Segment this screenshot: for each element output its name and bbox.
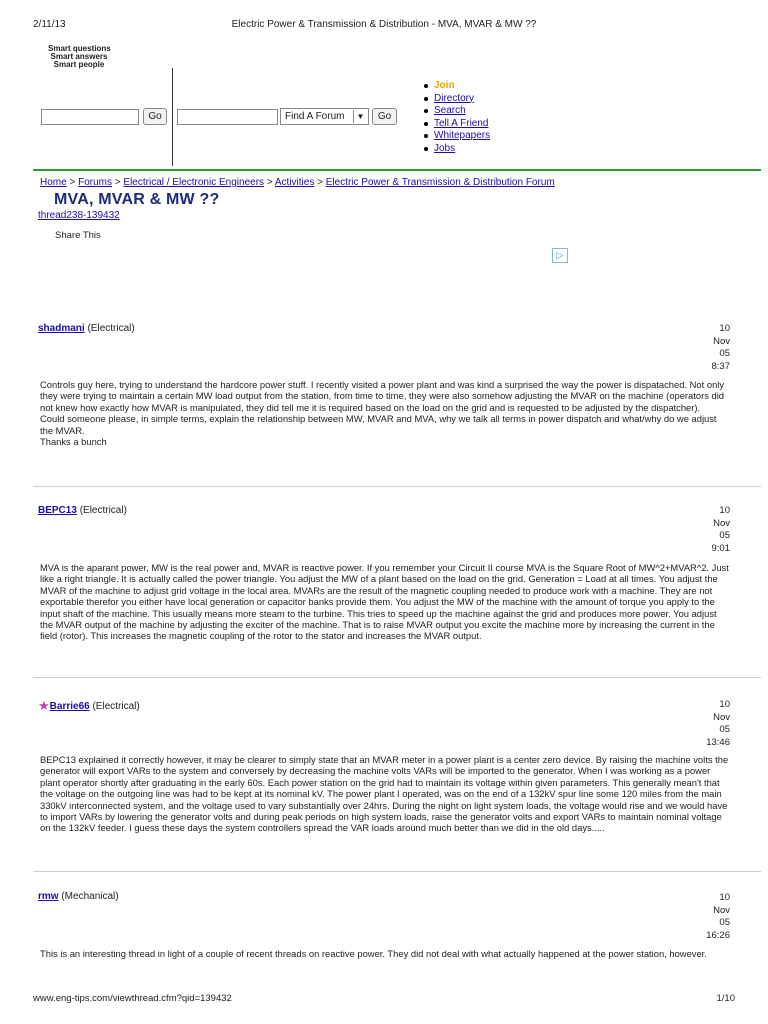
author-discipline: (Electrical) bbox=[87, 323, 135, 334]
post-date-time: 13:46 bbox=[706, 736, 730, 748]
post-separator bbox=[33, 871, 761, 872]
header-nav bbox=[424, 80, 490, 156]
breadcrumb bbox=[40, 177, 555, 188]
post-paragraph: Controls guy here, trying to understand the hardcore power stuff. I recently visited a power plant and was kind a surprised the way the power is dispatached. Not only they were trying to maintain a certain MW load output from the station, from time to time, they were also somehow adjusting the MVAR on the machine (operators did not knew how exactly how MVAR is manipulated, they did tell me it is required based on the load on the grid and is requested to be adjusted by the dispatcher). bbox=[40, 379, 725, 413]
post-date-month: Nov bbox=[713, 517, 730, 529]
post-date-month: Nov bbox=[713, 904, 730, 916]
breadcrumb-forums[interactable]: Forums bbox=[78, 177, 112, 188]
post-date bbox=[700, 892, 730, 942]
post-date-day: 10 bbox=[719, 699, 730, 710]
author-link[interactable]: Barrie66 bbox=[49, 701, 90, 712]
forum-select-value: Find A Forum bbox=[285, 111, 345, 122]
forum-select[interactable] bbox=[280, 108, 369, 125]
breadcrumb-activities[interactable]: Activities bbox=[274, 177, 315, 188]
tagline-line: Smart people bbox=[53, 60, 105, 69]
thread-title: MVA, MVAR & MW ?? bbox=[54, 191, 220, 208]
post-body bbox=[40, 562, 732, 642]
post-separator bbox=[33, 486, 761, 487]
nav-item-whitepapers[interactable] bbox=[424, 130, 490, 143]
author-link[interactable]: BEPC13 bbox=[38, 505, 77, 516]
nav-link[interactable]: Tell A Friend bbox=[434, 117, 489, 129]
post-date-day: 10 bbox=[719, 323, 730, 334]
print-footer-url: www.eng-tips.com/viewthread.cfm?qid=139432 bbox=[33, 993, 232, 1004]
post-paragraph: BEPC13 explained it correctly however, it may be clearer to simply state that an MVAR meter in a power plant is a center zero device. By raising the machine volts the generator will export VARs to the system and conversely by decreasing the machine volts VARs will be imported to the generator. When I was working as a power plant operator shortly after graduating in the early 60s. Each power station on the grid had to maintain its voltage within given parameters. This generally mean't that the voltage on the outgoing line was had to be kept at its nominal kV. The power plant I operated, was on the end of a 132kV spur line some 120 miles from the main 330kV interconnected system, and the voltage used to vary substantially over 24hrs. During the night on light system loads, the voltage would rise and we would have to import VARs by lowering the generator volts and during peak periods on high system loads, raise the generator volts and export VARs to maintain nominal voltage on the 132kV feeder. I guess these days the system controllers spread the VAR loads around much better than we did in the old days..... bbox=[40, 754, 729, 834]
post-date-day: 10 bbox=[719, 892, 730, 903]
print-page-title: Electric Power & Transmission & Distribution - MVA, MVAR & MW ?? bbox=[231, 19, 537, 30]
nav-item-tell-a-friend[interactable] bbox=[424, 118, 490, 131]
post-author bbox=[38, 698, 140, 714]
post-date-year: 05 bbox=[719, 917, 730, 928]
author-link[interactable]: shadmani bbox=[38, 323, 85, 334]
header-rule bbox=[33, 169, 761, 171]
post-date-day: 10 bbox=[719, 505, 730, 516]
thread-id-link[interactable]: thread238-139432 bbox=[38, 210, 120, 221]
nav-link[interactable]: Jobs bbox=[434, 142, 456, 154]
post-paragraph: Could someone please, in simple terms, explain the relationship between MW, MVAR and MVA, why we talk all terms in power dispatch and what/why do we adjust the MVAR. bbox=[40, 413, 717, 436]
post-author bbox=[38, 323, 135, 334]
post-date-month: Nov bbox=[713, 711, 730, 723]
forum-go-button[interactable]: Go bbox=[372, 108, 397, 125]
nav-item-jobs[interactable] bbox=[424, 143, 490, 156]
post-paragraph: Thanks a bunch bbox=[40, 436, 107, 448]
post-body bbox=[40, 754, 732, 834]
print-page-number: 1/10 bbox=[716, 993, 735, 1004]
post-date-year: 05 bbox=[719, 530, 730, 541]
post-date-month: Nov bbox=[713, 335, 730, 347]
nav-item-search[interactable] bbox=[424, 105, 490, 118]
chevron-down-icon: ▼ bbox=[353, 110, 367, 123]
nav-link[interactable]: Whitepapers bbox=[434, 130, 491, 142]
post-date-time: 16:26 bbox=[706, 929, 730, 941]
post-date-time: 9:01 bbox=[711, 542, 730, 554]
author-discipline: (Electrical) bbox=[92, 701, 140, 712]
breadcrumb-electrical[interactable]: Electrical / Electronic Engineers bbox=[123, 177, 265, 188]
post-date bbox=[700, 505, 730, 555]
breadcrumb-separator: > bbox=[266, 177, 273, 188]
star-icon: ★ bbox=[38, 698, 50, 713]
forum-search-input[interactable] bbox=[177, 109, 278, 125]
post-body bbox=[40, 379, 732, 447]
post-date bbox=[700, 699, 730, 749]
nav-item-directory[interactable] bbox=[424, 93, 490, 106]
post-date-time: 8:37 bbox=[711, 360, 730, 372]
site-search-input[interactable] bbox=[41, 109, 139, 125]
ad-choices-icon[interactable]: ▷ bbox=[552, 248, 568, 263]
post-author bbox=[38, 891, 119, 902]
nav-link[interactable]: Search bbox=[434, 105, 466, 117]
post-paragraph: This is an interesting thread in light of a couple of recent threads on reactive power. They did not deal with what actually happened at the power station, however. bbox=[40, 948, 707, 959]
tagline-line: Smart questions bbox=[48, 44, 111, 53]
post-date-year: 05 bbox=[719, 724, 730, 735]
post-body bbox=[40, 948, 732, 959]
breadcrumb-home[interactable]: Home bbox=[40, 177, 67, 188]
breadcrumb-separator: > bbox=[114, 177, 121, 188]
author-discipline: (Electrical) bbox=[79, 505, 127, 516]
print-date: 2/11/13 bbox=[33, 19, 66, 30]
post-date-year: 05 bbox=[719, 348, 730, 359]
site-tagline bbox=[48, 45, 110, 69]
breadcrumb-separator: > bbox=[317, 177, 323, 188]
nav-link[interactable]: Directory bbox=[434, 92, 475, 104]
nav-item-join[interactable] bbox=[424, 80, 490, 93]
author-link[interactable]: rmw bbox=[38, 891, 59, 902]
nav-link[interactable]: Join bbox=[434, 80, 455, 91]
post-paragraph: MVA is the aparant power, MW is the real power and, MVAR is reactive power. If you remember your Circuit II course MVA is the Square Root of MW^2+MVAR^2. Just like a right triangle. It is actually called the power triangle. You adjust the MW of a plant based on the load on the grid. Generation = Load at all times. You adjust the MVAR of the machine to adjust grid voltage in the local area. MVARs are the result of the magnetic coupling needed to produce work with a machine. They are not exportable therefor you either have local generation or capacitor banks provide them. You adjust the MW of the machine with the amount of torque you apply to the input shaft of the machine. This usually means more steam to the turbine. This tries to speed up the machine against the grid and produces more power. You adjust the MVAR output of the machine by adjusting the exciter of the machine. That is to raise MVAR output you excite the machine more by increasing the current in the field (rotor). This increases the magnetic coupling of the rotor to the stator and increases the MVAR output. bbox=[40, 562, 729, 642]
post-separator bbox=[33, 677, 761, 678]
header-divider bbox=[172, 68, 173, 166]
tagline-line: Smart answers bbox=[50, 52, 108, 61]
site-search-go-button[interactable]: Go bbox=[143, 108, 167, 125]
breadcrumb-separator: > bbox=[69, 177, 76, 188]
breadcrumb-forum[interactable]: Electric Power & Transmission & Distribution Forum bbox=[325, 177, 555, 188]
share-this-button[interactable]: Share This bbox=[55, 230, 101, 241]
author-discipline: (Mechanical) bbox=[61, 891, 119, 902]
post-date bbox=[700, 323, 730, 373]
post-author bbox=[38, 505, 127, 516]
